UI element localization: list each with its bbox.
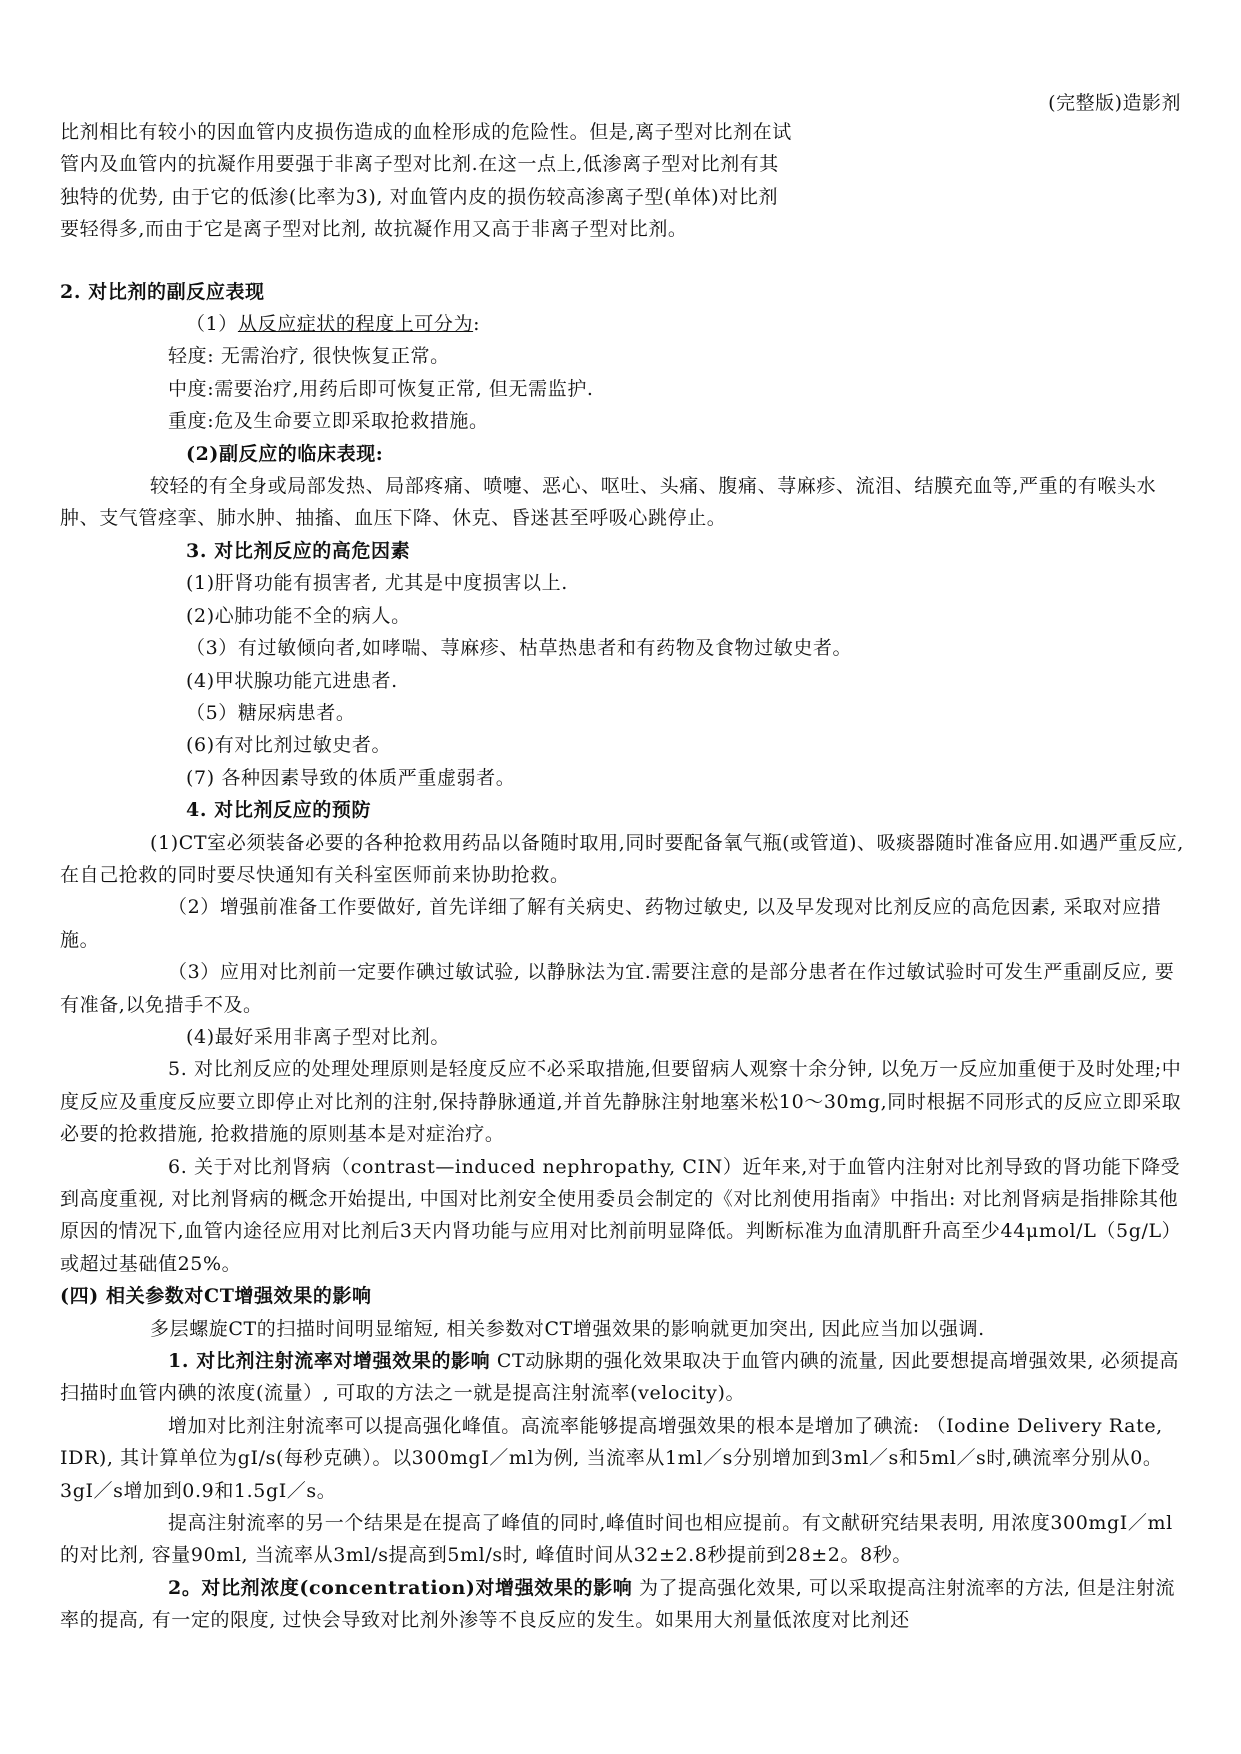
section-heading: (四) 相关参数对CT增强效果的影响 [60, 1285, 372, 1308]
subheading [60, 308, 1185, 340]
list-item: (2)心肺功能不全的病人。 [186, 604, 411, 627]
text-line: 管内及血管内的抗凝作用要强于非离子型对比剂.在这一点上,低渗离子型对比剂有其 [60, 153, 779, 176]
text-line: 重度:危及生命要立即采取抢救措施。 [168, 410, 489, 433]
section-heading: 4. 对比剂反应的预防 [186, 799, 372, 822]
underlined-text: 从反应症状的程度上可分为 [237, 313, 474, 336]
paragraph [60, 1345, 1185, 1410]
intro-paragraph [60, 116, 1185, 246]
paragraph: 较轻的有全身或局部发热、局部疼痛、喷嚏、恶心、呕吐、头痛、腹痛、荨麻疹、流泪、结膜充血等,严重的有喉头水肿、支气管痉挛、肺水肿、抽搐、血压下降、休克、昏迷甚至呼吸心跳停止。 [60, 475, 1157, 530]
paragraph [60, 1572, 1185, 1637]
list-item: （3）有过敏倾向者,如哮喘、荨麻疹、枯草热患者和有药物及食物过敏史者。 [186, 637, 853, 660]
inline-heading: 1. 对比剂注射流率对增强效果的影响 [168, 1350, 491, 1373]
paragraph: (4)最好采用非离子型对比剂。 [186, 1025, 450, 1048]
paragraph: （3）应用对比剂前一定要作碘过敏试验, 以静脉法为宜.需要注意的是部分患者在作过敏试验时可发生严重副反应, 要有准备,以免措手不及。 [60, 961, 1175, 1016]
text-line: 中度:需要治疗,用药后即可恢复正常, 但无需监护. [168, 377, 594, 400]
page-header: (完整版)造影剂 [1048, 92, 1181, 114]
inline-heading: 2。对比剂浓度(concentration)对增强效果的影响 [168, 1576, 633, 1599]
paragraph: 增加对比剂注射流率可以提高强化峰值。高流率能够提高增强效果的根本是增加了碘流: （Iodine Delivery Rate, IDR), 其计算单位为gI/s(每秒克碘）。以300mgI／ml为例, 当流率从1ml／s分别增加到3ml／s和5ml／s时,碘流率分别从0。3gI／s增加到0.9和1.5gI／s。 [60, 1414, 1163, 1502]
text-line: 比剂相比有较小的因血管内皮损伤造成的血栓形成的危险性。但是,离子型对比剂在试 [60, 121, 792, 143]
paragraph: 提高注射流率的另一个结果是在提高了峰值的同时,峰值时间也相应提前。有文献研究结果表明, 用浓度300mgI／ml的对比剂, 容量90ml, 当流率从3ml/s提高到5ml/s时, 峰值时间从32±2.8秒提前到28±2。8秒。 [60, 1512, 1173, 1567]
text-line: 轻度: 无需治疗, 很快恢复正常。 [168, 345, 450, 368]
list-item: (7) 各种因素导致的体质严重虚弱者。 [186, 766, 516, 789]
inline-text: CT动脉期的强化效果取决于血管内碘的流量, 因此要想提高增强效果, 必须提高扫描时血管内碘的浓度(流量）, 可取的方法之一就是提高注射流率(velocity)。 [60, 1350, 1180, 1405]
section-heading: 2. 对比剂的副反应表现 [60, 280, 265, 303]
document-body [60, 116, 1185, 1637]
paragraph: 多层螺旋CT的扫描时间明显缩短, 相关参数对CT增强效果的影响就更加突出, 因此应当加以强调. [150, 1317, 985, 1340]
subheading: (2)副反应的临床表现: [186, 442, 384, 465]
section-heading: 3. 对比剂反应的高危因素 [186, 539, 411, 562]
text-line: 要轻得多,而由于它是离子型对比剂, 故抗凝作用又高于非离子型对比剂。 [60, 218, 688, 241]
text-line: 独特的优势, 由于它的低渗(比率为3), 对血管内皮的损伤较高渗离子型(单体)对比剂 [60, 185, 779, 208]
list-item: （5）糖尿病患者。 [186, 701, 356, 724]
sub-suffix: : [473, 313, 481, 336]
inline-text: 为了提高强化效果, 可以采取提高注射流率的方法, 但是注射流率的提高, 有一定的限度, 过快会导致对比剂外渗等不良反应的发生。如果用大剂量低浓度对比剂还 [60, 1576, 1176, 1632]
list-item: (6)有对比剂过敏史者。 [186, 734, 392, 757]
list-item: (1)肝肾功能有损害者, 尤其是中度损害以上. [186, 572, 568, 595]
list-item: (4)甲状腺功能亢进患者. [186, 669, 398, 692]
paragraph: (1)CT室必须装备必要的各种抢救用药品以备随时取用,同时要配备氧气瓶(或管道)、吸痰器随时准备应用.如遇严重反应,在自己抢救的同时要尽快通知有关科室医师前来协助抢救。 [60, 831, 1184, 886]
paragraph: （2）增强前准备工作要做好, 首先详细了解有关病史、药物过敏史, 以及早发现对比剂反应的高危因素, 采取对应措施。 [60, 896, 1162, 951]
paragraph: 5. 对比剂反应的处理处理原则是轻度反应不必采取措施,但要留病人观察十余分钟, 以免万一反应加重便于及时处理;中度反应及重度反应要立即停止对比剂的注射,保持静脉通道,并首先静脉注射地塞米松10～30mg,同时根据不同形式的反应立即采取必要的抢救措施, 抢救措施的原则基本是对症治疗。 [60, 1058, 1182, 1146]
paragraph: 6. 关于对比剂肾病（contrast—induced nephropathy, CIN）近年来,对于血管内注射对比剂导致的肾功能下降受到高度重视, 对比剂肾病的概念开始提出, 中国对比剂安全使用委员会制定的《对比剂使用指南》中指出: 对比剂肾病是指排除其他原因的情况下,血管内途径应用对比剂后3天内肾功能与应用对比剂前明显降低。判断标准为血清肌酐升高至少44μmol/L（5g/L）或超过基础值25%。 [60, 1155, 1182, 1275]
sub-prefix: （1） [186, 313, 238, 336]
